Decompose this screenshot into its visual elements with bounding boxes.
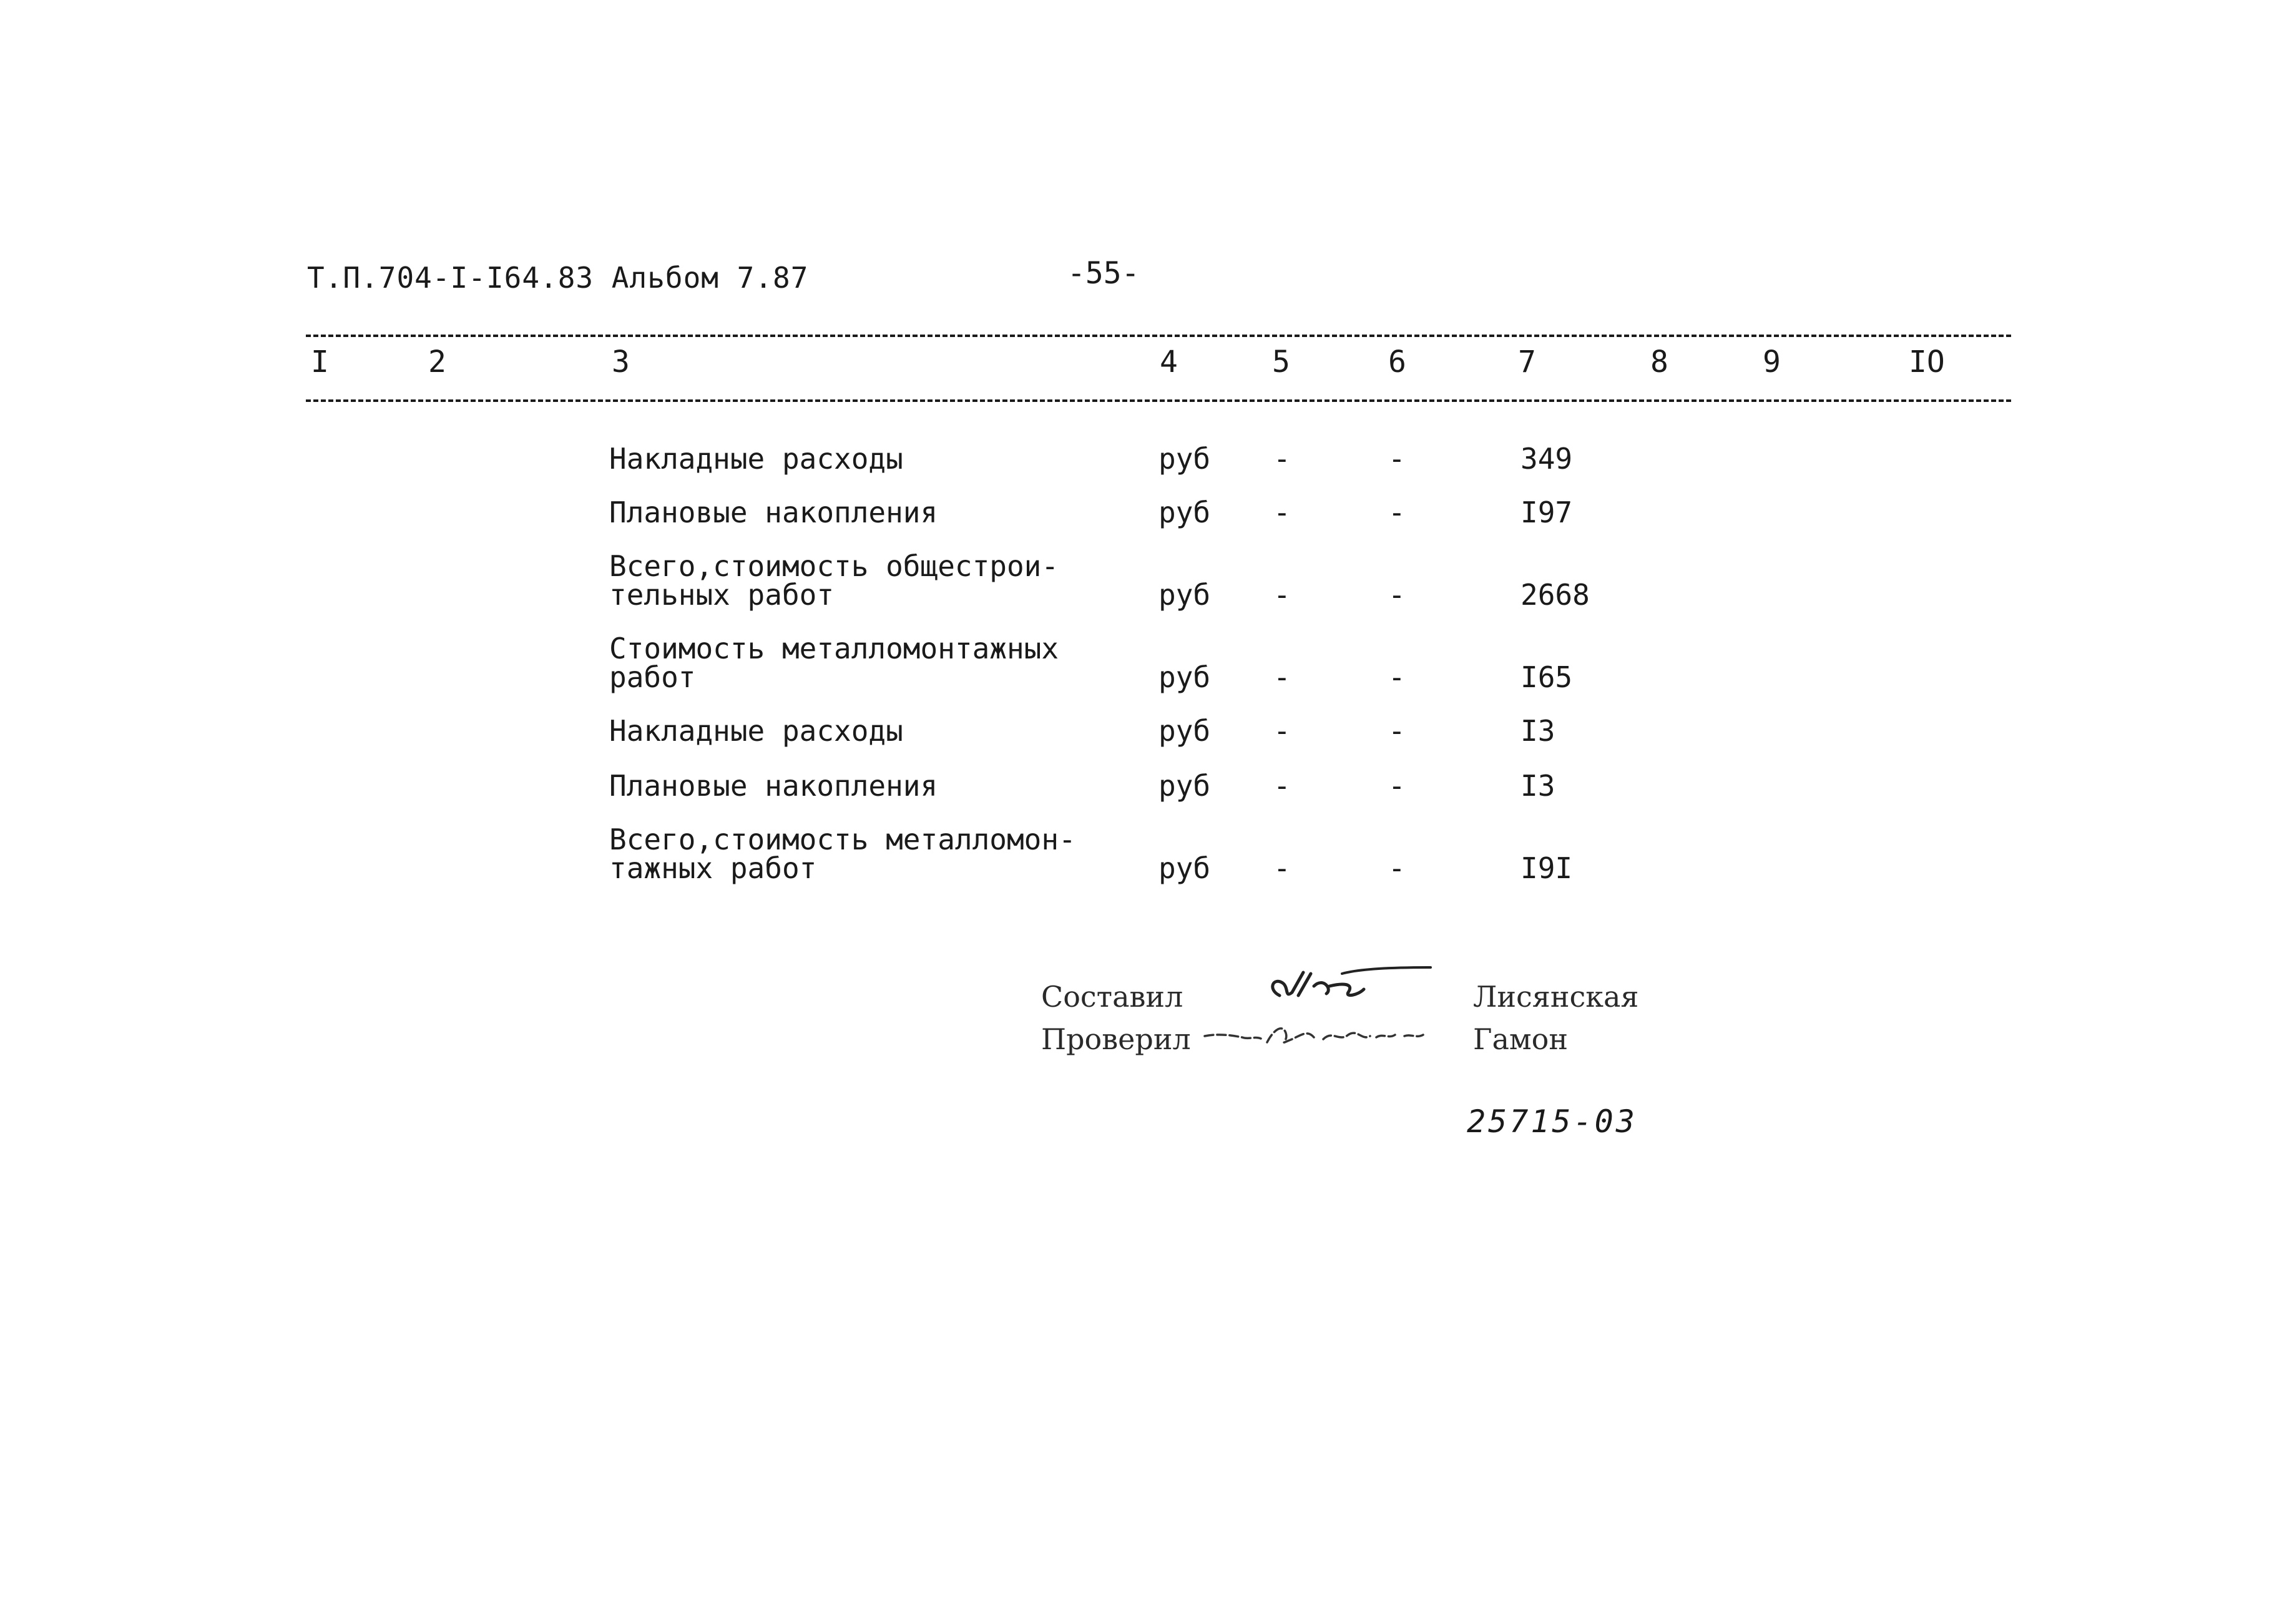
checked-signature: [1198, 1011, 1448, 1061]
row-unit: руб: [1158, 442, 1211, 476]
row-value: 2668: [1521, 578, 1590, 612]
row-col5: -: [1273, 851, 1291, 885]
row-name: Плановые накопления: [609, 769, 938, 803]
document-stamp-number: 25715-03: [1467, 1103, 1637, 1140]
row-unit: руб: [1158, 714, 1211, 748]
row-col6: -: [1388, 442, 1406, 476]
row-name: Плановые накопления: [609, 496, 938, 529]
row-col5: -: [1273, 769, 1291, 803]
column-number: 7: [1518, 345, 1536, 379]
row-col5: -: [1273, 496, 1291, 529]
compiled-signature: [1255, 961, 1436, 1017]
row-value: 349: [1521, 442, 1573, 476]
compiled-by-label: Составил: [1041, 980, 1183, 1014]
row-col5: -: [1273, 714, 1291, 748]
row-value: I9I: [1521, 851, 1573, 885]
table-top-rule: [306, 335, 2011, 337]
document-reference: Т.П.704-I-I64.83 Альбом 7.87: [307, 261, 809, 295]
row-col5: -: [1273, 578, 1291, 612]
row-col6: -: [1388, 769, 1406, 803]
checked-by-name: Гамон: [1473, 1022, 1569, 1056]
column-number: 4: [1160, 345, 1178, 379]
row-col6: -: [1388, 714, 1406, 748]
row-unit: руб: [1158, 769, 1211, 803]
row-value: I65: [1521, 660, 1573, 694]
table-header-rule: [306, 399, 2011, 402]
column-number: 9: [1763, 345, 1781, 379]
row-unit: руб: [1158, 496, 1211, 529]
column-number: 8: [1650, 345, 1668, 379]
row-name-continued: работ: [609, 660, 696, 694]
compiled-by-name: Лисянская: [1473, 980, 1639, 1014]
column-number: 2: [428, 345, 446, 379]
row-value: I3: [1521, 769, 1555, 803]
row-col5: -: [1273, 442, 1291, 476]
row-name-continued: тельных работ: [609, 578, 835, 612]
row-col6: -: [1388, 496, 1406, 529]
column-number: 5: [1272, 345, 1290, 379]
row-name: Накладные расходы: [609, 714, 903, 748]
row-unit: руб: [1158, 660, 1211, 694]
row-col6: -: [1388, 851, 1406, 885]
checked-by-label: Проверил: [1041, 1022, 1191, 1056]
row-col6: -: [1388, 660, 1406, 694]
column-number: 6: [1388, 345, 1406, 379]
page-number: -55-: [1067, 256, 1140, 291]
row-unit: руб: [1158, 578, 1211, 612]
row-value: I3: [1521, 714, 1555, 748]
row-name: Всего,стоимость металломон-: [609, 823, 1076, 856]
row-name-continued: тажных работ: [609, 851, 817, 885]
column-number: IO: [1909, 345, 1945, 379]
row-name: Стоимость металломонтажных: [609, 632, 1059, 665]
row-name: Всего,стоимость общестрои-: [609, 549, 1059, 583]
row-col5: -: [1273, 660, 1291, 694]
column-number: I: [311, 345, 329, 379]
row-col6: -: [1388, 578, 1406, 612]
row-unit: руб: [1158, 851, 1211, 885]
column-number: 3: [612, 345, 630, 379]
row-name: Накладные расходы: [609, 442, 903, 476]
row-value: I97: [1521, 496, 1573, 529]
